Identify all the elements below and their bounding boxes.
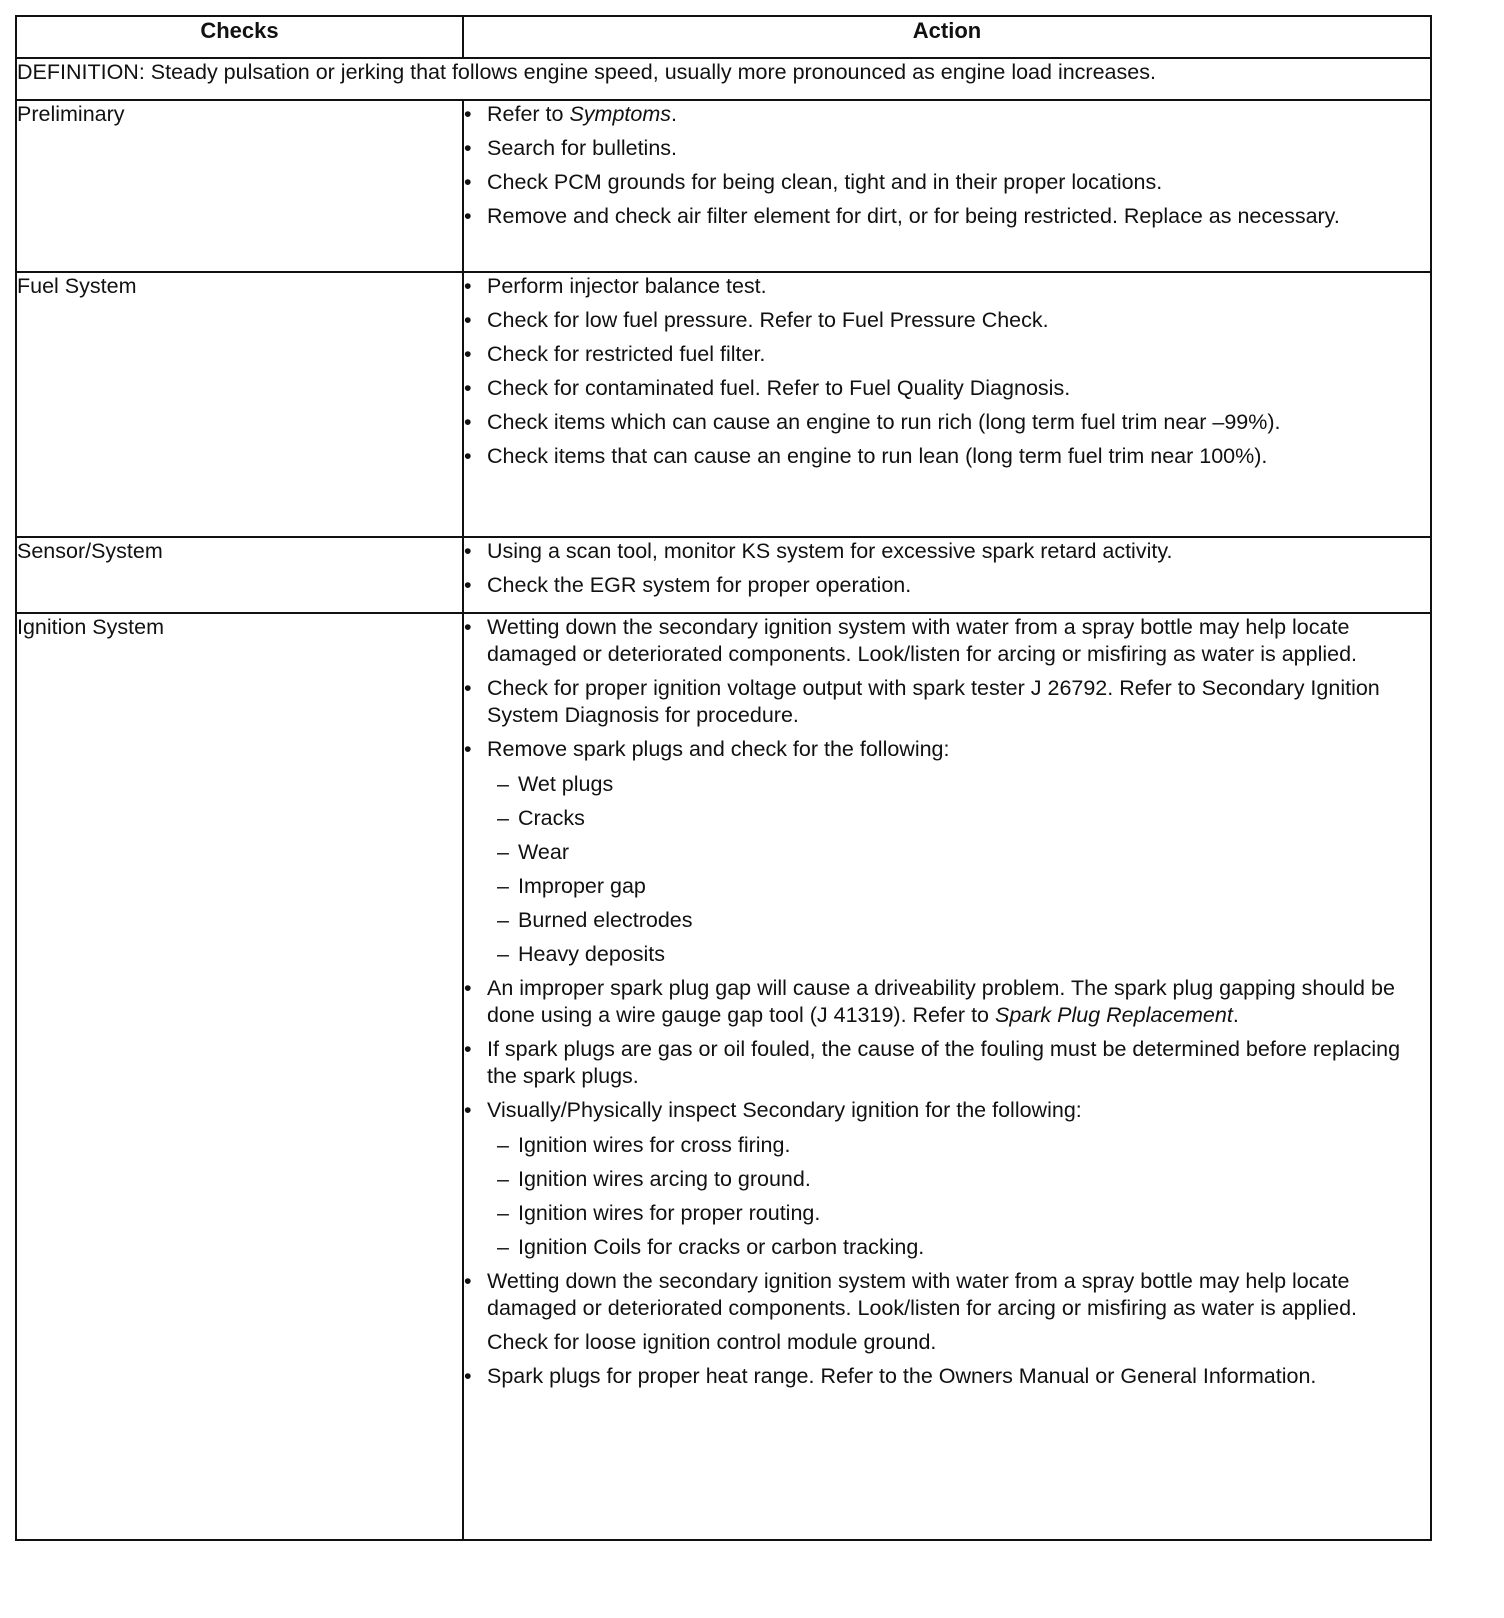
check-label: Ignition System [16, 613, 463, 1540]
action-text: Remove and check air filter element for dirt, or for being restricted. Replace as necessary. [487, 204, 1340, 228]
trailing-punctuation: . [1232, 1003, 1239, 1027]
sub-list-item: – Improper gap [487, 873, 1430, 900]
action-text: Check items that can cause an engine to run lean (long term fuel trim near 100%). [487, 444, 1268, 468]
action-text: Check the EGR system for proper operation. [487, 573, 912, 597]
list-item [464, 341, 1430, 368]
action-text: Check for loose ignition control module ground. [487, 1330, 937, 1354]
trailing-punctuation: . [671, 102, 677, 126]
diagnosis-table [15, 15, 1432, 1541]
table-row [16, 613, 1431, 1540]
list-item [464, 572, 1430, 599]
action-text: Refer to [487, 102, 570, 126]
sub-list-item: – Ignition wires arcing to ground. [487, 1166, 1430, 1193]
list-item [464, 1097, 1430, 1261]
definition-row [16, 58, 1431, 100]
list-item [464, 1268, 1430, 1322]
action-text: Spark plugs for proper heat range. Refer to the Owners Manual or General Information. [487, 1364, 1317, 1388]
definition-text: DEFINITION: Steady pulsation or jerking that follows engine speed, usually more pronounced as engine load increases. [16, 58, 1431, 100]
sub-list-item: – Burned electrodes [487, 907, 1430, 934]
list-item [464, 409, 1430, 436]
header-row [16, 16, 1431, 58]
action-text: An improper spark plug gap will cause a driveability problem. The spark plug gapping should be done using a wire gauge gap tool (J 41319). Refer to [487, 976, 1395, 1027]
table-row [16, 100, 1431, 272]
sub-list-item: – Wet plugs [487, 771, 1430, 798]
action-cell [463, 613, 1431, 1540]
list-item [464, 169, 1430, 196]
action-text: Wetting down the secondary ignition system with water from a spray bottle may help locate damaged or deteriorated components. Look/listen for arcing or misfiring as water is applied. [487, 615, 1358, 666]
action-text: Visually/Physically inspect Secondary ignition for the following: [487, 1098, 1082, 1122]
action-list [464, 538, 1430, 599]
action-text: Check for low fuel pressure. Refer to Fuel Pressure Check. [487, 308, 1049, 332]
action-text: If spark plugs are gas or oil fouled, the cause of the fouling must be determined before replacing the spark plugs. [487, 1037, 1401, 1088]
list-item [464, 1363, 1430, 1390]
list-item [464, 203, 1430, 230]
list-item [464, 614, 1430, 668]
list-item [464, 135, 1430, 162]
sub-list-item: – Cracks [487, 805, 1430, 832]
list-item [464, 375, 1430, 402]
reference-title: Symptoms [569, 102, 672, 126]
list-item [464, 538, 1430, 565]
sub-list-item: – Wear [487, 839, 1430, 866]
list-item [464, 675, 1430, 729]
action-text: Check for proper ignition voltage output with spark tester J 26792. Refer to Secondary Ignition System Diagnosis for procedure. [487, 676, 1380, 727]
check-label: Fuel System [16, 272, 463, 537]
action-header: Action [463, 16, 1431, 58]
checks-header: Checks [16, 16, 463, 58]
list-item [464, 736, 1430, 968]
action-list [464, 273, 1430, 470]
action-text: Search for bulletins. [487, 136, 678, 160]
table-row [16, 537, 1431, 613]
sub-list-item: – Ignition wires for proper routing. [487, 1200, 1430, 1227]
action-text: Check for restricted fuel filter. [487, 342, 766, 366]
action-text: Check items which can cause an engine to run rich (long term fuel trim near –99%). [487, 410, 1281, 434]
list-item [464, 1329, 1430, 1356]
sub-list [487, 771, 1430, 968]
action-text: Check PCM grounds for being clean, tight and in their proper locations. [487, 170, 1163, 194]
action-text: Check for contaminated fuel. Refer to Fuel Quality Diagnosis. [487, 376, 1071, 400]
sub-list-item: – Heavy deposits [487, 941, 1430, 968]
sub-list-item: – Ignition wires for cross firing. [487, 1132, 1430, 1159]
action-cell [463, 272, 1431, 537]
table-row [16, 272, 1431, 537]
list-item [464, 273, 1430, 300]
check-label: Sensor/System [16, 537, 463, 613]
action-list [464, 614, 1430, 1390]
list-item [464, 1036, 1430, 1090]
list-item [464, 101, 1430, 128]
action-cell [463, 100, 1431, 272]
list-item [464, 443, 1430, 470]
action-text: Wetting down the secondary ignition system with water from a spray bottle may help locate damaged or deteriorated components. Look/listen for arcing or misfiring as water is applied. [487, 1269, 1358, 1320]
action-cell [463, 537, 1431, 613]
action-text: Using a scan tool, monitor KS system for excessive spark retard activity. [487, 539, 1173, 563]
list-item [464, 975, 1430, 1029]
reference-title: Spark Plug Replacement [994, 1003, 1233, 1027]
sub-list [487, 1132, 1430, 1261]
action-text: Remove spark plugs and check for the following: [487, 737, 950, 761]
sub-list-item: – Ignition Coils for cracks or carbon tracking. [487, 1234, 1430, 1261]
action-list [464, 101, 1430, 230]
check-label: Preliminary [16, 100, 463, 272]
action-text: Perform injector balance test. [487, 274, 767, 298]
list-item [464, 307, 1430, 334]
